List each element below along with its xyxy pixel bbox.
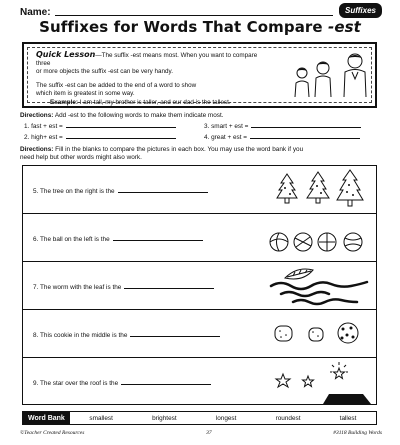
question-9-cell — [23, 358, 376, 406]
exercise-3-text: 3. smart + est = — [204, 123, 249, 130]
balls-picture — [267, 216, 375, 260]
word-bank-label: Word Bank — [23, 412, 70, 424]
trees-picture — [267, 168, 375, 212]
question-5-blank[interactable] — [118, 192, 208, 193]
directions-1-text: Add -est to the following words to make them indicate most. — [54, 112, 224, 119]
name-label: Name: — [20, 7, 51, 18]
word-bank-word: longest — [215, 414, 237, 422]
question-5 — [33, 188, 208, 195]
exercise-2-blank[interactable] — [66, 138, 176, 139]
question-9-blank[interactable] — [121, 384, 211, 385]
question-8-blank[interactable] — [130, 336, 220, 337]
exercise-2-text: 2. high+ est = — [24, 134, 63, 141]
question-6 — [33, 236, 203, 243]
name-row — [20, 4, 382, 18]
page-footer — [20, 430, 382, 436]
footer-page-number: 37 — [206, 430, 212, 436]
cookies-picture — [267, 312, 375, 356]
question-8-cell — [23, 310, 376, 358]
directions-2-line-2: need help but other words might also work. — [20, 154, 142, 161]
directions-2 — [20, 146, 303, 162]
question-8-text: 8. This cookie in the middle is the — [33, 332, 128, 339]
lesson-line-1: —The suffix -est means most. When you want to compare three — [36, 52, 258, 67]
question-8 — [33, 332, 220, 339]
exercise-1-text: 1. fast + est = — [24, 123, 63, 130]
question-7 — [33, 284, 214, 291]
directions-1-label: Directions: — [20, 112, 54, 119]
suffixes-badge: Suffixes — [339, 3, 382, 18]
family-illustration — [290, 51, 378, 97]
lesson-line-3: The suffix -est can be added to the end of a word to show — [36, 82, 197, 89]
directions-2-line-1: Fill in the blanks to compare the pictures in each box. You may use the word bank if you — [55, 146, 304, 153]
question-6-blank[interactable] — [113, 240, 203, 241]
exercise-3 — [204, 123, 361, 130]
stars-picture — [267, 360, 375, 404]
question-5-text: 5. The tree on the right is the — [33, 188, 115, 195]
question-7-text: 7. The worm with the leaf is the — [33, 284, 122, 291]
directions-1 — [20, 112, 224, 120]
name-blank[interactable] — [55, 15, 333, 16]
lesson-text — [36, 51, 266, 98]
exercise-1 — [24, 123, 176, 130]
word-bank — [22, 411, 377, 425]
question-5-cell — [23, 166, 376, 214]
question-6-text: 6. The ball on the left is the — [33, 236, 110, 243]
footer-publisher: ©Teacher Created Resources — [20, 430, 85, 436]
question-9 — [33, 380, 211, 387]
question-6-cell — [23, 214, 376, 262]
quick-lesson-box — [22, 42, 377, 108]
exercise-4-text: 4. great + est = — [204, 134, 247, 141]
word-bank-word: brightest — [152, 414, 177, 422]
exercise-1-blank[interactable] — [66, 127, 176, 128]
exercise-4 — [204, 134, 360, 141]
page-title — [20, 18, 380, 36]
lesson-line-2: or more objects the suffix -est can be very handy. — [36, 68, 173, 75]
word-bank-word: tallest — [339, 414, 357, 422]
question-7-blank[interactable] — [124, 288, 214, 289]
example-label: Example: — [50, 99, 78, 106]
worms-picture — [267, 264, 375, 308]
lesson-heading: Quick Lesson — [36, 50, 96, 59]
picture-grid — [22, 165, 377, 405]
word-bank-words — [70, 415, 376, 422]
exercise-3-blank[interactable] — [251, 127, 361, 128]
title-main: Suffixes for Words That Compare — [39, 18, 329, 36]
lesson-example — [50, 99, 370, 106]
lesson-line-4: which item is greatest in some way. — [36, 90, 135, 97]
example-text: I am tall, my brother is taller, and our dad is the tallest. — [79, 99, 231, 106]
question-9-text: 9. The star over the roof is the — [33, 380, 119, 387]
directions-2-label: Directions: — [20, 146, 54, 153]
title-suffix: -est — [328, 18, 361, 36]
word-bank-word: smallest — [89, 414, 113, 422]
footer-book: #3118 Building Words — [333, 430, 382, 436]
exercise-4-blank[interactable] — [250, 138, 360, 139]
quick-lesson-inner — [27, 47, 372, 106]
word-bank-word: roundest — [275, 414, 301, 422]
exercise-2 — [24, 134, 176, 141]
question-7-cell — [23, 262, 376, 310]
